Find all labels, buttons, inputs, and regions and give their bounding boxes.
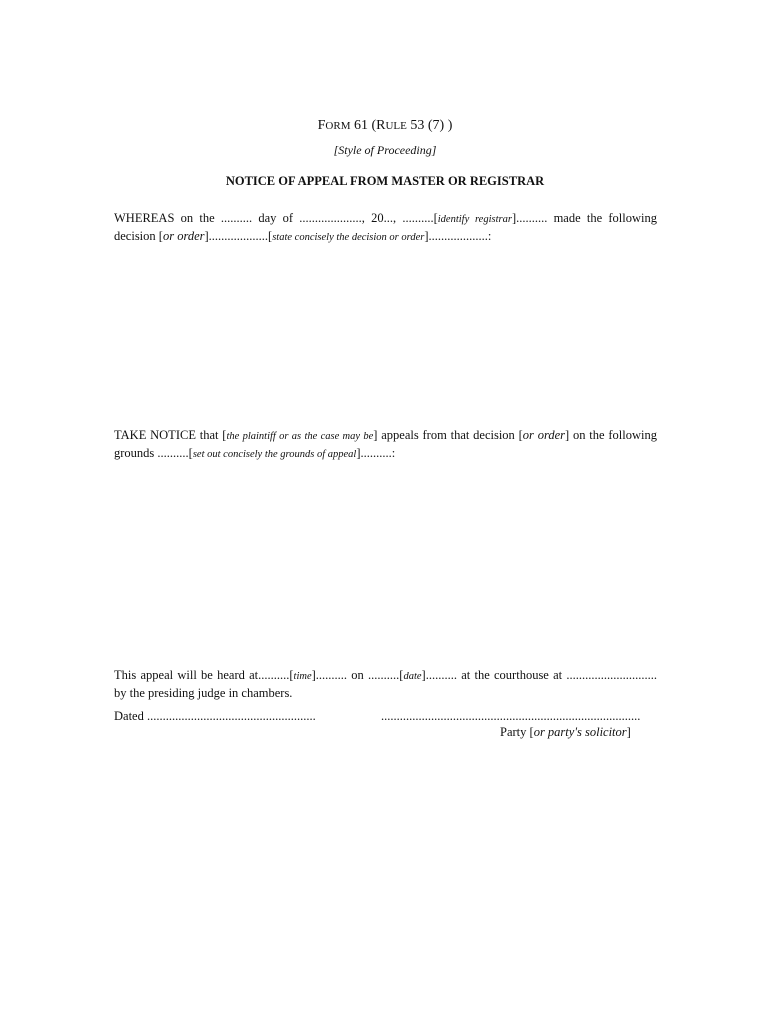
notice-heading: NOTICE OF APPEAL FROM MASTER OR REGISTRAR: [225, 174, 545, 188]
paragraph-text: TAKE NOTICE that [: [114, 428, 227, 442]
paragraph-text: ] on the following grounds ..........[: [114, 428, 657, 460]
form-title-part: ULE: [385, 120, 407, 132]
paragraph-italic: time: [293, 671, 312, 682]
paragraph-italic: identify registrar: [437, 214, 512, 225]
form-title-part: 61 (R: [350, 118, 386, 133]
take-notice-paragraph: [114, 427, 657, 463]
paragraph-italic: date: [403, 671, 422, 682]
paragraph-italic: state concisely the decision or order: [272, 232, 425, 243]
party-text: ]: [626, 725, 631, 739]
paragraph-italic: or order: [162, 229, 205, 243]
party-italic: or party's solicitor: [533, 725, 627, 739]
signature-line: ...................................................................................: [381, 709, 641, 723]
paragraph-text: ].......... made the following decision [: [114, 211, 657, 243]
paragraph-italic: or order: [522, 428, 566, 442]
paragraph-text: ].......... at the courthouse at ............................. by the presiding judge in chambers.: [114, 668, 658, 700]
paragraph-italic: the plaintiff or as the case may be: [226, 431, 374, 442]
whereas-paragraph: [114, 210, 657, 246]
hearing-paragraph: [114, 667, 657, 702]
form-title-part: ORM: [325, 120, 351, 132]
style-of-proceeding: [Style of Proceeding]: [333, 143, 437, 157]
paragraph-text: ].......... on ..........[: [311, 668, 404, 682]
form-title-part: 53 (7) ): [406, 118, 453, 133]
party-text: Party [: [500, 725, 534, 739]
paragraph-text: ]...................[: [204, 229, 273, 243]
dated-line: Dated ......................................................: [114, 709, 316, 723]
form-title: [0, 118, 770, 134]
form-title-part: F: [317, 118, 326, 133]
paragraph-text: ]..........:: [356, 446, 396, 460]
paragraph-text: ] appeals from that decision [: [373, 428, 523, 442]
paragraph-italic: set out concisely the grounds of appeal: [192, 449, 357, 460]
paragraph-text: This appeal will be heard at..........[: [114, 668, 294, 682]
paragraph-text: WHEREAS on the .......... day of ...................., 20..., ..........[: [114, 211, 438, 225]
party-label: [500, 725, 631, 740]
paragraph-text: ]...................:: [424, 229, 492, 243]
